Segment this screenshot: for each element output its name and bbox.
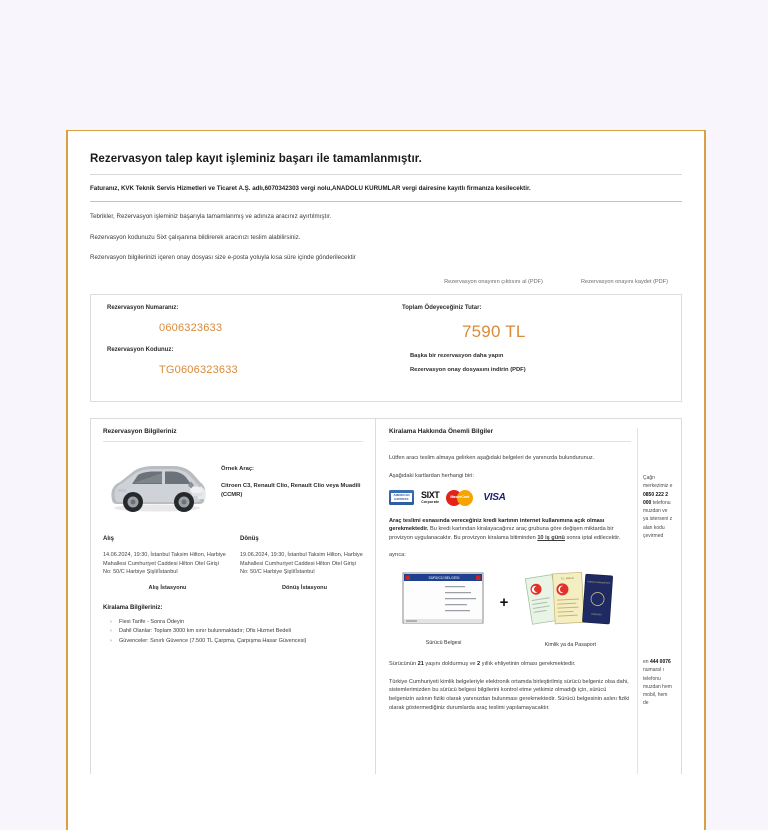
call-center-block-2 [643, 658, 674, 708]
important-info-main [389, 428, 637, 774]
call-center-phone-1: 0850 222 2 000 [643, 491, 669, 506]
invoice-notice: Faturanız, KVK Teknik Servis Hizmetleri ve Ticaret A.Ş. adlı,6070342303 vergi nolu,ANADOLU KURUMLAR vergi dairesine kayıtlı firmanıza kesilecektir. [90, 185, 531, 192]
svg-text:PASAPORT: PASAPORT [591, 613, 603, 617]
call-center-block-1 [643, 474, 674, 540]
summary-right-column [386, 305, 681, 389]
also-label: ayrıca: [389, 552, 406, 559]
vehicle-row [103, 454, 363, 516]
confirmation-paragraph-3: Rezervasyon bilgilerinizi içeren onay dosyası size e-posta yoluyla kısa süre içinde gönderilecektir [90, 253, 356, 261]
dropoff-title: Dönüş [240, 536, 259, 543]
reservation-details-panel [91, 419, 376, 774]
sixt-corporate-icon: SIXT Corporate [421, 490, 440, 504]
list-item: › Flexi Tarife - Sonra Ödeyin [119, 618, 363, 628]
total-amount-label: Toplam Ödeyeceğiniz Tutar: [402, 305, 482, 312]
mastercard-icon: MasterCard [446, 490, 476, 506]
american-express-icon: AMERICAN EXPRESS [389, 490, 414, 505]
print-pdf-link[interactable]: Rezervasyon onayının çıktısını al (PDF) [444, 279, 543, 286]
age-req-post: yıllık ehliyetinin olması gerekmektedir. [480, 661, 576, 668]
list-item: › Dahil Olanlar: Toplam 3000 km sınır bulunmaktadır; Ofis Hizmet Bedeli [119, 627, 363, 637]
credit-card-notice [389, 517, 631, 543]
pickup-address: 14.06.2024, 19:30, İstanbul Taksim Hilton, Harbiye Mahallesi Cumhuriyet Caddesi Hilton Otel Girişi No: 50/C Harbiye Şişli/İstanbul [103, 552, 226, 576]
call-center-phone-2: 444 0076 [649, 659, 671, 666]
rental-info-title: Kiralama Bilgileriniz: [103, 604, 163, 611]
sample-car-label: Örnek Araç: [221, 466, 254, 473]
age-req-num1: 21 [417, 661, 424, 668]
details-panels [90, 418, 682, 774]
reservation-summary-box [90, 294, 682, 402]
new-reservation-link[interactable]: Başka bir rezervasyon daha yapın [410, 353, 504, 360]
id-passport-block [522, 570, 618, 648]
required-documents-row [389, 570, 631, 648]
list-item: › Güvenceler: Sınırlı Güvence (7.500 TL Çarpma, Çarpışma Hasar Güvencesi) [119, 637, 363, 647]
call-center-post-1: telefonu muzdan ve ya isterseni z alan kodu çevirmed [643, 499, 673, 539]
age-requirement [389, 660, 631, 669]
license-original-notice: Türkiye Cumhuriyeti kimlik belgeleriyle elektronik ortamda birleştirilmiş sürücü belgeniz olsa dahi, sistemlerimizden bu sürücü belgesi bilgilerini kontrol etme yetkimiz olmadığı için, sürücü belgenizin aslının fiziki olarak yanınızdan bulunması gerekmektedir. Sürücü belgesinin aslını fiziki olarak göstermediğiniz durumlarda araç teslimi yapılamayacaktır. [389, 678, 630, 711]
age-req-mid: yaşını doldurmuş ve [423, 661, 478, 668]
pickup-block [103, 536, 226, 591]
driver-license-caption: Sürücü Belgesi [425, 640, 462, 647]
reservation-number-value: 0606323633 [159, 322, 223, 335]
reservation-code-value: TG0606323633 [159, 364, 238, 377]
visa-icon: VISA [483, 492, 506, 503]
cards-label: Aşağıdaki kartlardan herhangi biri: [389, 472, 474, 479]
credit-card-notice-underline: 10 iş günü [537, 534, 565, 541]
accepted-cards-row [389, 490, 631, 506]
car-photo [103, 454, 211, 516]
call-center-sidebar [637, 428, 677, 774]
dropoff-block [240, 536, 363, 591]
total-amount-value: 7590 TL [462, 322, 526, 342]
id-passport-icon [522, 570, 618, 630]
locations-row [103, 536, 363, 591]
svg-text:TÜRKİYE CUMHURİYETİ: TÜRKİYE CUMHURİYETİ [587, 581, 611, 586]
title-divider [90, 174, 682, 175]
important-info-heading: Kiralama Hakkında Önemli Bilgiler [389, 428, 631, 442]
documents-intro: Lütfen aracı teslim almaya gelirken aşağıdaki belgeleri de yanınızda bulundurunuz. [389, 455, 595, 462]
driver-license-block [402, 572, 486, 646]
reservation-details-heading: Rezervasyon Bilgileriniz [103, 428, 363, 442]
dropoff-station: Dönüş İstasyonu [281, 584, 328, 591]
download-confirmation-link[interactable]: Rezervasyon onay dosyasını indirin (PDF) [410, 367, 526, 374]
reservation-code-label: Rezervasyon Kodunuz: [107, 347, 174, 354]
sample-car-value: Citroen C3, Renault Clio, Renault Clio veya Muadili (CCMR) [221, 483, 361, 498]
pickup-title: Alış [103, 536, 115, 543]
important-info-panel [376, 419, 681, 774]
plus-icon: + [499, 593, 509, 611]
pickup-station: Alış İstasyonu [148, 584, 187, 591]
sidebar-spacer [643, 540, 674, 658]
confirmation-paragraph-1: Tebrikler, Rezervasyon işleminiz başarıyla tamamlanmış ve adınıza aracınız ayırtılmıştır. [90, 213, 332, 221]
dropoff-address: 19.06.2024, 19:30, İstanbul Taksim Hilton, Harbiye Mahallesi Cumhuriyet Caddesi Hilton Otel Girişi No: 50/C Harbiye Şişli/İstanbul [240, 552, 363, 576]
driver-license-icon [402, 572, 486, 628]
reservation-number-label: Rezervasyon Numaranız: [107, 305, 179, 312]
credit-card-notice-rest-2: sonra iptal edilecektir. [564, 534, 621, 541]
vehicle-spec [221, 454, 363, 516]
credit-card-notice-rest-1: Bu kredi kartından kiralayacağınız araç grubuna göre değişen miktarda bir provizyon uygulanacaktır. Bu provizyon kiralama bitiminden [389, 526, 614, 541]
page-title: Rezervasyon talep kayıt işleminiz başarı ile tamamlanmıştır. [90, 153, 422, 165]
document-content [68, 131, 704, 774]
summary-left-column [91, 305, 386, 389]
age-req-num2: 2 [477, 661, 481, 668]
call-center-post-2: numaral ı telefonu muzdan hem mobil, hem de [643, 667, 672, 707]
rental-info-list [103, 618, 363, 647]
age-req-pre: Sürücünün [389, 661, 418, 668]
credit-card-notice-bold: Araç teslimi esnasında vereceğiniz kredi kartının internet kullanımına açık olması gerekmektedir. [389, 517, 605, 533]
svg-text:SÜRÜCÜ BELGESİ: SÜRÜCÜ BELGESİ [428, 576, 460, 581]
document-page [66, 130, 706, 830]
call-center-pre-1: Çağrı merkezimiz e [643, 475, 673, 490]
id-passport-caption: Kimlik ya da Pasaport [544, 642, 596, 649]
svg-text:T.C. KİMLİK: T.C. KİMLİK [561, 576, 575, 581]
pdf-actions [90, 273, 682, 294]
invoice-divider [90, 201, 682, 202]
save-pdf-link[interactable]: Rezervasyon onayını kaydet (PDF) [580, 279, 668, 286]
confirmation-paragraph-2: Rezervasyon kodunuzu Sixt çalışanına bildirerek aracınızı teslim alabilirsiniz. [90, 233, 301, 241]
call-center-pre-2: en [643, 659, 650, 666]
